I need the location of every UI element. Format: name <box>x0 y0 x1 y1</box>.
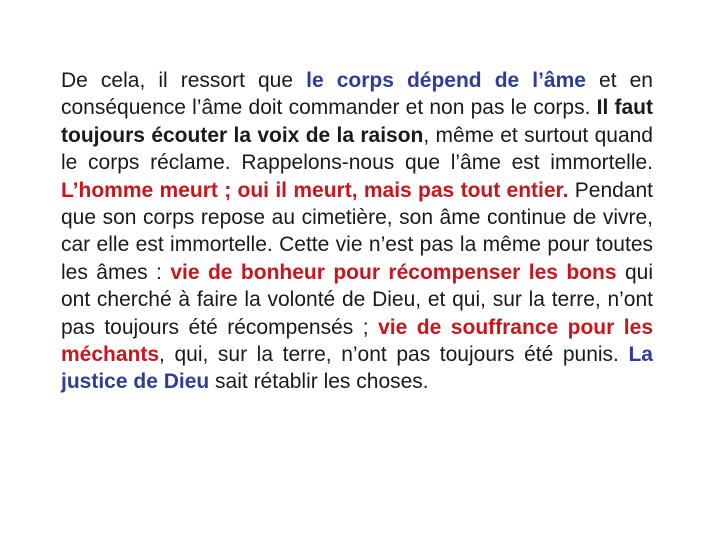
text-segment: sait rétablir les choses. <box>209 370 429 394</box>
body-paragraph <box>61 67 653 396</box>
emphasis-blue-justice-of-god: La justice de Dieu <box>61 343 653 394</box>
text-segment: Pendant que son corps repose au cimetière, son âme continue de vivre, car elle est immortelle. Cette vie n’est pas la même pour toutes les âmes : <box>61 178 653 284</box>
emphasis-red-life-of-happiness: vie de bonheur pour récompenser les bons <box>170 260 617 284</box>
emphasis-red-man-dies: L’homme meurt ; oui il meurt, mais pas tout entier. <box>61 178 569 202</box>
text-segment: qui ont cherché à faire la volonté de Dieu, et qui, sur la terre, n’ont pas toujours été récompensés ; <box>61 260 654 339</box>
text-segment: , qui, sur la terre, n’ont pas toujours été punis. <box>159 343 629 367</box>
emphasis-red-life-of-suffering: vie de souffrance pour les méchants <box>61 315 653 367</box>
emphasis-blue-body-depends-on-soul: le corps dépend de l’âme <box>306 69 586 92</box>
text-segment: , même et surtout quand le corps réclame. Rappelons-nous que l’âme est immortelle. <box>61 123 653 175</box>
text-segment: et en conséquence l’âme doit commander et non pas le corps. <box>61 69 653 120</box>
emphasis-bold-listen-to-reason: Il faut toujours écouter la voix de la raison <box>61 96 653 147</box>
text-segment: De cela, il ressort que <box>61 69 307 92</box>
